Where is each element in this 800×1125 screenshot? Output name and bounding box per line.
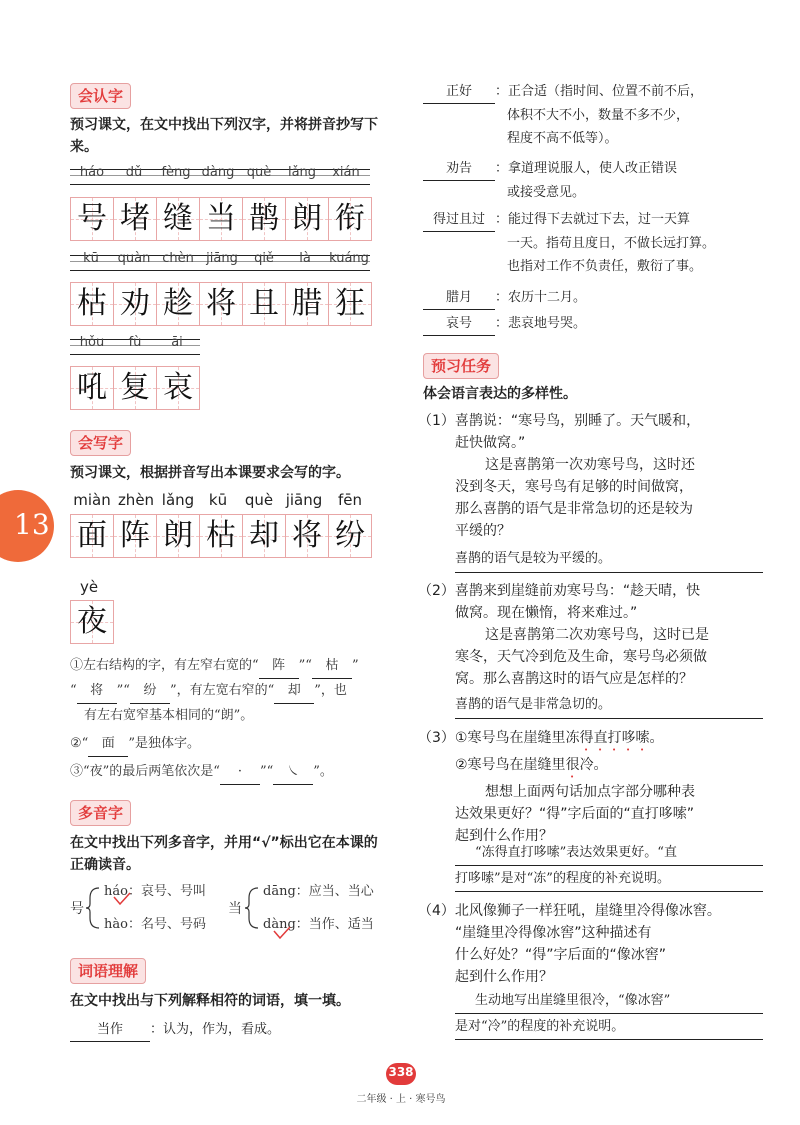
char-cell: 却 [242,514,286,558]
char-cell: 衔 [328,197,372,241]
pinyin: què [246,165,272,180]
answer-4b: 是对“冷”的程度的补充说明。 [455,1019,625,1034]
answer-4a: 生动地写出崖缝里很冷，“像冰窖” [475,993,671,1008]
char-cell: 吼 [70,366,114,410]
char-cell: 缝 [156,197,200,241]
pinyin-row-3 [70,335,198,350]
char-cell: 阵 [113,514,157,558]
char-cell: 朗 [285,197,329,241]
char-cell: 纷 [328,514,372,558]
answer-2: 喜鹊的语气是非常急切的。 [455,692,763,719]
write-note-2: ②“ 面 ”是独体字。 [70,732,200,757]
char-cell: 面 [70,514,114,558]
char-cell: 夜 [70,600,114,644]
char-cell: 朗 [156,514,200,558]
tag-preview: 预习任务 [423,353,499,379]
char-cell: 号 [70,197,114,241]
char-cell: 将 [285,514,329,558]
write-pinyin-row [70,491,372,509]
write-instruction: 预习课文，根据拼音写出本课要求会写的字。 [70,465,350,481]
pinyin: xián [332,165,360,180]
char-cell: 堵 [113,197,157,241]
pinyin: āi [171,335,183,350]
char-cell: 狂 [328,282,372,326]
pinyin: jiāng [206,251,238,266]
answer-line [455,1039,763,1040]
write-grid [70,514,371,558]
write-note-3: ③“夜”的最后两笔依次是“ · ”“ ㇏ ”。 [70,760,333,785]
char-cell: 枯 [199,514,243,558]
char-grid-1 [70,197,371,241]
write-grid-2 [70,600,113,644]
answer-1: 喜鹊的语气是较为平缓的。 [455,546,763,573]
recognize-instruction: 预习课文，在文中找出下列汉字，并将拼音抄写下来。 [70,117,378,155]
char-cell: 复 [113,366,157,410]
char-cell: 趁 [156,282,200,326]
char-cell: 当 [199,197,243,241]
pinyin: háo [79,165,105,180]
tag-vocab: 词语理解 [70,958,146,984]
bracket-icon [86,884,100,932]
chapter-number: 13 [14,508,50,541]
pinyin: què [244,491,274,509]
write-pinyin-2: yè [80,578,99,596]
pinyin: là [299,251,311,266]
answer-3a: “冻得直打哆嗦”表达效果更好。“直 [475,845,677,860]
tag-write: 会写字 [70,430,131,456]
char-cell: 腊 [285,282,329,326]
bracket-icon [245,884,259,932]
hao-reading-2: hào：名号、号码 [104,917,206,932]
pinyin: quàn [117,251,151,266]
pinyin: zhèn [117,491,155,509]
check-mark-icon [112,892,132,906]
vocab-item: 当作 ：认为，作为，看成。 [70,1018,280,1042]
pinyin: lǎng [161,491,195,509]
tag-recognize: 会认字 [70,83,131,109]
pinyin: fù [128,335,142,350]
char-cell: 将 [199,282,243,326]
vocab-item: 得过且过 ：能过得下去就过下去，过一天算 一天。指苟且度日，不做长远打算。 也指对工作不负责任，敷衍了事。 [423,208,763,278]
char-grid-3 [70,366,199,410]
page-number: 338 [388,1065,414,1079]
pinyin: qiě [254,251,274,266]
vocab-item: 劝告 ：拿道理说服人，使人改正错误 或接受意见。 [423,157,763,204]
footer-caption: 二年级 · 上 · 寒号鸟 [356,1094,446,1105]
hao-reading-1: háo：哀号、号叫 [104,884,206,899]
vocab-item: 正好 ：正合适（指时间、位置不前不后， 体积不大不小，数量不多不少， 程度不高不低等）。 [423,80,763,150]
answer-3b: 打哆嗦”是对“冻”的程度的补充说明。 [455,871,670,886]
pinyin: miàn [73,491,111,509]
vocab-item: 哀号 ：悲哀地号哭。 [423,312,586,336]
dang-reading-2: dàng：当作、适当 [263,917,374,932]
char-cell: 哀 [156,366,200,410]
vocab-item: 腊月 ：农历十二月。 [423,286,586,310]
answer-line [455,891,763,892]
pinyin: chèn [162,251,194,266]
question-1: （1）喜鹊说：“寒号鸟，别睡了。天气暖和， 赶快做窝。” 这是喜鹊第一次劝寒号鸟，这时还 没到冬天，寒号鸟有足够的时间做窝， 那么喜鹊的语气是非常急切的还是较为 平缓的？ [418,413,701,539]
pinyin-row-2 [70,251,372,266]
pinyin: jiāng [285,491,323,509]
polyphone-instruction: 在文中找出下列多音字，并用“√”标出它在本课的正确读音。 [70,835,378,873]
check-mark-icon [272,926,292,940]
dang-char: 当 [228,901,242,917]
write-note-1: ①左右结构的字，有左窄右宽的“ 阵 ”“ 枯 ” “ 将 ”“ 纷 ”，有左宽右窄的“ 却 ”，也 有左右宽窄基本相同的“朗”。 [70,654,390,728]
pinyin: dǔ [125,165,143,180]
question-3: （3）①寒号鸟在崖缝里冻得直打哆嗦。 ②寒号鸟在崖缝里很冷。 想想上面两句话加点字部分哪种表 达效果更好？“得”字后面的“直打哆嗦” 起到什么作用？ [418,730,695,844]
char-grid-2 [70,282,371,326]
char-cell: 枯 [70,282,114,326]
pinyin-row-1 [70,165,368,180]
vocab-instruction: 在文中找出与下列解释相符的词语，填一填。 [70,993,350,1009]
tag-polyphone: 多音字 [70,800,131,826]
question-4: （4）北风像狮子一样狂吼，崖缝里冷得像冰窖。 “崖缝里冷得像冰窖”这种描述有 什么好处？“得”字后面的“像冰窖” 起到什么作用？ [418,903,721,985]
pinyin: hǒu [79,335,105,350]
question-2: （2）喜鹊来到崖缝前劝寒号鸟：“趁天晴，快 做窝。现在懒惰，将来难过。” 这是喜鹊第二次劝寒号鸟，这时已是 寒冬，天气冷到危及生命，寒号鸟必须做 窝。那么喜鹊这时的语气应是怎样的？ [418,583,709,687]
pinyin: kū [208,491,228,509]
preview-title: 体会语言表达的多样性。 [423,386,577,402]
pinyin: lǎng [287,165,317,180]
hao-char: 号 [70,901,84,917]
pinyin: kuáng [329,251,369,266]
pinyin: fēn [337,491,363,509]
pinyin: kū [83,251,99,266]
dang-reading-1: dāng：应当、当心 [263,884,374,899]
char-cell: 且 [242,282,286,326]
pinyin: fèng [161,165,191,180]
char-cell: 劝 [113,282,157,326]
char-cell: 鹊 [242,197,286,241]
pinyin: dàng [201,165,235,180]
